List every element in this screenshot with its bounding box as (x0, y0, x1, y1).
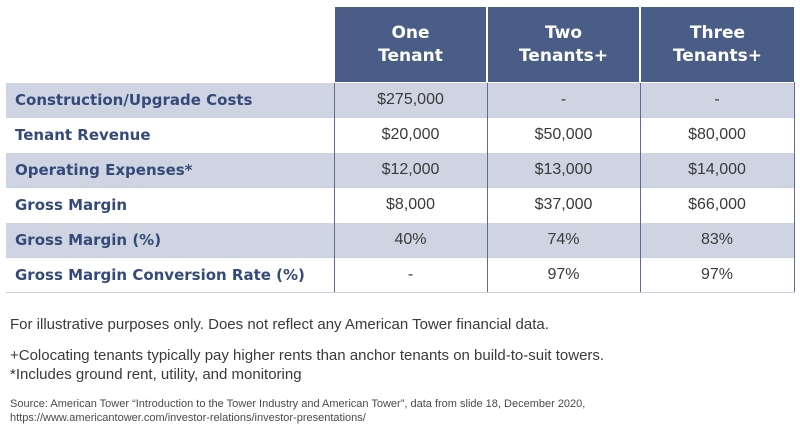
header-line: Tenants+ (518, 45, 609, 66)
table-cell: $14,000 (640, 153, 794, 188)
table-row (6, 118, 794, 153)
table-cell: $8,000 (334, 188, 487, 223)
table-cell: - (640, 83, 794, 118)
row-label: Gross Margin Conversion Rate (%) (6, 258, 334, 293)
table-row (6, 83, 794, 118)
row-label: Gross Margin (%) (6, 223, 334, 258)
source-citation (10, 397, 585, 425)
header-row (6, 7, 794, 83)
header-line: Two (544, 22, 583, 43)
table-row (6, 188, 794, 223)
table-cell: - (334, 258, 487, 293)
table-cell: 74% (487, 223, 640, 258)
plus-footnote: +Colocating tenants typically pay higher rents than anchor tenants on build-to-suit towers. (10, 347, 605, 364)
header-line: Tenants+ (672, 45, 763, 66)
row-label: Construction/Upgrade Costs (6, 83, 334, 118)
disclaimer-note: For illustrative purposes only. Does not reflect any American Tower financial data. (10, 316, 549, 333)
row-label: Gross Margin (6, 188, 334, 223)
table-cell: 97% (640, 258, 794, 293)
table-row (6, 153, 794, 188)
header-two-tenants (487, 7, 640, 83)
row-label: Operating Expenses* (6, 153, 334, 188)
table-cell: $275,000 (334, 83, 487, 118)
table-row (6, 258, 794, 293)
table-cell: $12,000 (334, 153, 487, 188)
asterisk-footnote: *Includes ground rent, utility, and monitoring (10, 366, 302, 383)
table-cell: $20,000 (334, 118, 487, 153)
source-url: https://www.americantower.com/investor-relations/investor-presentations/ (10, 412, 366, 424)
header-corner (6, 7, 334, 83)
table-cell: $37,000 (487, 188, 640, 223)
row-label: Tenant Revenue (6, 118, 334, 153)
header-one-tenant (334, 7, 487, 83)
table-cell: 40% (334, 223, 487, 258)
tenant-economics-table (6, 7, 795, 293)
table-cell: $80,000 (640, 118, 794, 153)
table-cell: 97% (487, 258, 640, 293)
source-line: Source: American Tower “Introduction to the Tower Industry and American Tower”, data from slide 18, December 2020, (10, 398, 586, 410)
header-three-tenants (640, 7, 794, 83)
table-cell: $50,000 (487, 118, 640, 153)
table-cell: $66,000 (640, 188, 794, 223)
table-cell: 83% (640, 223, 794, 258)
table-cell: - (487, 83, 640, 118)
header-line: Three (689, 22, 746, 43)
table-cell: $13,000 (487, 153, 640, 188)
header-line: Tenant (378, 45, 443, 66)
table-row (6, 223, 794, 258)
header-line: One (391, 22, 430, 43)
